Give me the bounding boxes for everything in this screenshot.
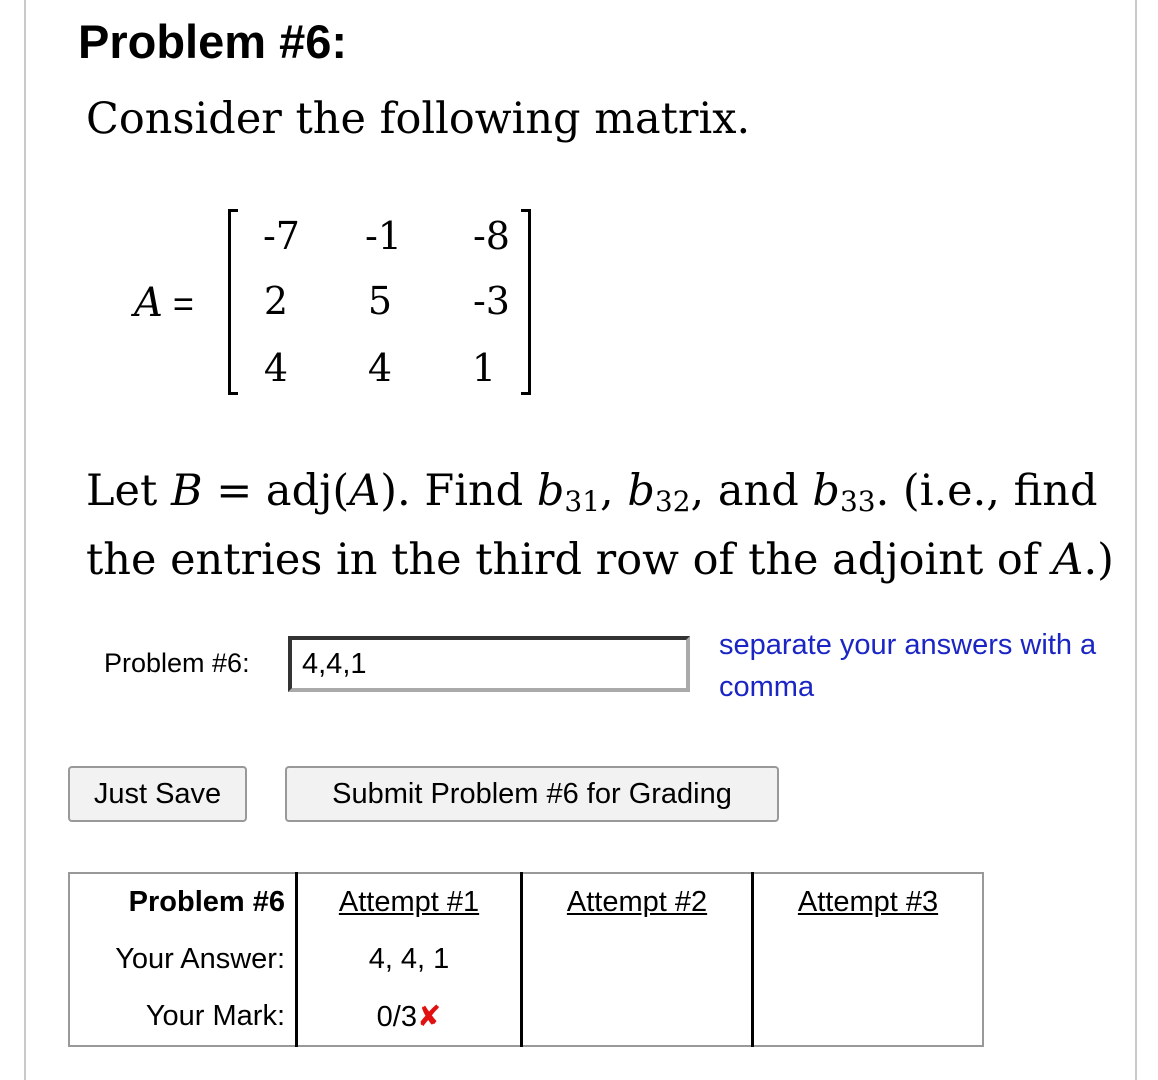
- attempt-1-mark: 0/3✘: [297, 988, 522, 1046]
- matrix-bracket-right: [521, 209, 531, 395]
- problem-question: Let B = adj(A). Find $b_{31}$, $b_{32}$, and $b_{33}$. (i.e., find the entries in the third row of the adjoint of A.): [86, 466, 1114, 585]
- just-save-button[interactable]: Just Save: [68, 766, 247, 822]
- matrix-cell: -7: [262, 214, 300, 258]
- matrix-cell: 2: [263, 279, 288, 323]
- attempt-3-answer: [753, 931, 984, 988]
- answer-label: Problem #6:: [104, 648, 250, 678]
- your-mark-label: Your Mark:: [69, 988, 297, 1046]
- page-border-left: [24, 0, 26, 1080]
- attempts-table: [68, 872, 984, 1047]
- table-row: [69, 988, 983, 1046]
- submit-button[interactable]: Submit Problem #6 for Grading: [285, 766, 779, 822]
- attempt-3-link[interactable]: Attempt #3: [797, 886, 939, 918]
- attempt-2-answer: [522, 931, 753, 988]
- matrix-equals: =: [172, 283, 194, 324]
- attempt-2-mark: [522, 988, 753, 1046]
- matrix-label: [134, 280, 194, 326]
- attempt-1-answer: 4, 4, 1: [297, 931, 522, 988]
- table-row: [69, 873, 983, 931]
- attempt-3-mark: [753, 988, 984, 1046]
- table-row: [69, 931, 983, 988]
- matrix-cell: 5: [367, 279, 392, 323]
- matrix-cell: 4: [367, 346, 392, 390]
- answer-hint: separate your answers with a comma: [719, 629, 1097, 703]
- problem-intro: Consider the following matrix.: [86, 94, 751, 144]
- problem-title: Problem #6:: [78, 15, 348, 68]
- attempt-2-link[interactable]: Attempt #2: [566, 886, 708, 918]
- matrix-cell: 1: [471, 346, 496, 390]
- attempt-1-link[interactable]: Attempt #1: [338, 886, 480, 918]
- matrix-cell: 4: [263, 346, 288, 390]
- answer-input[interactable]: [288, 636, 690, 692]
- table-header-problem: Problem #6: [69, 873, 297, 931]
- incorrect-x-icon: ✘: [417, 1001, 442, 1033]
- matrix-cell: -1: [364, 214, 402, 258]
- matrix-name: A: [134, 280, 163, 326]
- matrix-cell: -3: [472, 279, 510, 323]
- page-border-right: [1135, 0, 1137, 1080]
- your-answer-label: Your Answer:: [69, 931, 297, 988]
- matrix-cell: -8: [472, 214, 510, 258]
